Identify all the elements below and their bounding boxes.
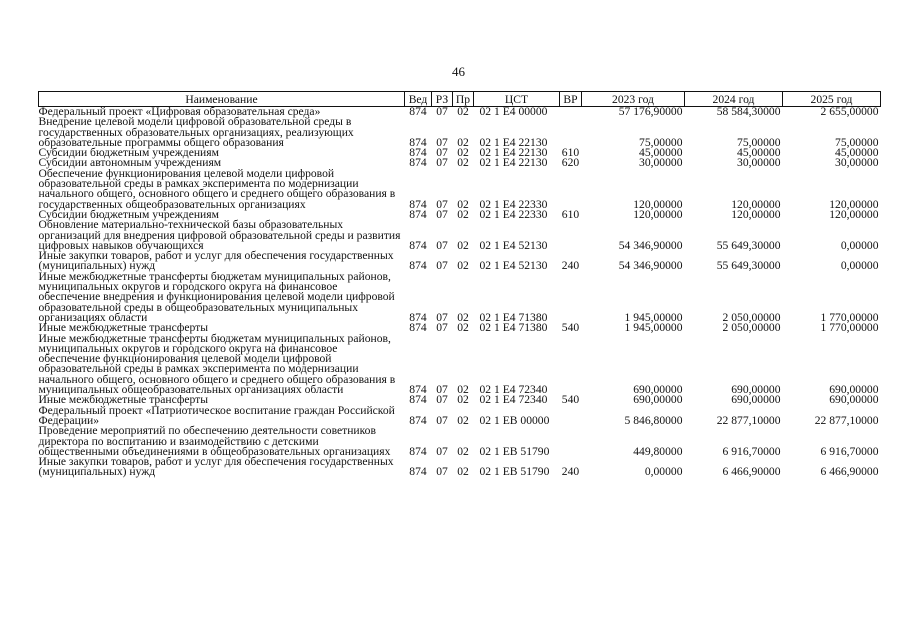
cell-y2023: 1 945,00000 (624, 310, 683, 324)
cell-cst: 02 1 Е4 72340 (479, 393, 548, 407)
header-vr: ВР (560, 92, 582, 107)
cell-rz: 07 (436, 383, 448, 397)
cell-name: Иные межбюджетные трансферты бюджетам муниципальных районов, муниципальных округов и городского округа на финансовое обеспечение внедрения и функционирования целевой модели цифровой образовательной среды в общеобразовательных муниципальных организациях области (38, 269, 395, 324)
cell-cst: 02 1 ЕВ 51790 (479, 465, 550, 479)
cell-name: Внедрение целевой модели цифровой образовательной среды в государственных образовательных организациях, реализующих образовательные программы общего образования (38, 115, 354, 149)
cell-pr: 02 (457, 105, 469, 118)
cell-y2023: 54 346,90000 (618, 238, 683, 252)
cell-y2025: 6 466,90000 (820, 465, 879, 479)
cell-y2024: 45,00000 (737, 146, 781, 160)
table-row (39, 426, 881, 457)
cell-ved: 874 (409, 259, 427, 273)
table-row (39, 406, 881, 427)
cell-ved: 874 (409, 238, 427, 252)
cell-pr: 02 (457, 413, 469, 427)
cell-y2023: 45,00000 (639, 146, 683, 160)
cell-name: Иные закупки товаров, работ и услуг для обеспечения государственных (муниципальных) нужд (38, 249, 394, 273)
cell-y2023: 5 846,80000 (624, 413, 683, 427)
cell-rz: 07 (436, 105, 448, 118)
cell-ved: 874 (409, 444, 427, 458)
cell-y2024: 58 584,30000 (716, 105, 781, 118)
cell-y2023: 30,00000 (639, 156, 683, 170)
cell-vr: 610 (561, 207, 580, 221)
cell-y2023: 690,00000 (633, 383, 683, 397)
cell-name: Иные межбюджетные трансферты (38, 321, 209, 335)
cell-y2025: 0,00000 (840, 238, 879, 252)
cell-vr (560, 220, 582, 251)
cell-name: Иные закупки товаров, работ и услуг для обеспечения государственных (муниципальных) нужд (38, 455, 394, 479)
cell-rz: 07 (436, 413, 448, 427)
cell-y2025: 120,00000 (829, 207, 879, 221)
page-number: 46 (452, 64, 465, 79)
table-row (39, 272, 881, 323)
cell-pr: 02 (457, 444, 469, 458)
cell-pr: 02 (457, 197, 469, 211)
cell-y2023: 75,00000 (639, 135, 683, 149)
cell-rz: 07 (436, 465, 448, 479)
cell-y2024: 120,00000 (731, 207, 781, 221)
cell-rz: 07 (436, 444, 448, 458)
header-rz: РЗ (432, 92, 453, 107)
cell-y2023: 0,00000 (644, 465, 683, 479)
cell-y2024: 690,00000 (731, 393, 781, 407)
cell-y2025: 1 770,00000 (820, 310, 879, 324)
cell-cst: 02 1 Е4 00000 (479, 105, 548, 118)
cell-cst: 02 1 Е4 22330 (479, 207, 548, 221)
cell-name: Иные межбюджетные трансферты (38, 393, 209, 407)
cell-y2024: 55 649,30000 (716, 238, 781, 252)
cell-vr: 240 (561, 259, 580, 273)
table-row (39, 117, 881, 148)
table-row (39, 334, 881, 396)
cell-ved: 874 (409, 383, 427, 397)
cell-rz: 07 (436, 321, 448, 335)
cell-cst: 02 1 ЕВ 00000 (479, 413, 550, 427)
cell-y2025: 6 916,70000 (820, 444, 879, 458)
cell-pr: 02 (457, 135, 469, 149)
cell-name: Иные межбюджетные трансферты бюджетам муниципальных районов, муниципальных округов и городского округа на финансовое обеспечение функционирования целевой модели цифровой образовательной среды в рамках эксперимента по модернизации начального общего, основного общего и среднего общего образования в муниципальных общеобразовательных организациях области (38, 331, 396, 397)
cell-y2025: 45,00000 (835, 146, 879, 160)
table-body (39, 107, 881, 478)
cell-y2024: 6 466,90000 (722, 465, 781, 479)
cell-vr: 540 (561, 393, 580, 407)
cell-vr (560, 169, 582, 210)
cell-cst: 02 1 Е4 52130 (479, 238, 548, 252)
cell-ved: 874 (409, 156, 427, 170)
cell-vr: 240 (561, 465, 580, 479)
cell-rz: 07 (436, 146, 448, 160)
cell-name: Субсидии автономным учреждениям (38, 156, 222, 170)
cell-name: Федеральный проект «Цифровая образовательная среда» (38, 105, 321, 118)
cell-cst: 02 1 Е4 72340 (479, 383, 548, 397)
cell-rz: 07 (436, 310, 448, 324)
cell-ved: 874 (409, 310, 427, 324)
cell-y2024: 2 050,00000 (722, 310, 781, 324)
cell-cst: 02 1 Е4 52130 (479, 259, 548, 273)
cell-y2025: 30,00000 (835, 156, 879, 170)
table-row (39, 220, 881, 251)
cell-name: Субсидии бюджетным учреждениям (38, 146, 219, 160)
cell-rz: 07 (436, 259, 448, 273)
cell-y2024: 690,00000 (731, 383, 781, 397)
cell-rz: 07 (436, 197, 448, 211)
cell-name: Обновление материально-технической базы образовательных организаций для внедрения цифровой образовательной среды и развития цифровых навыков обучающихся (38, 218, 401, 252)
cell-y2023: 1 945,00000 (624, 321, 683, 335)
cell-pr: 02 (457, 156, 469, 170)
cell-ved: 874 (409, 393, 427, 407)
cell-cst: 02 1 Е4 22330 (479, 197, 548, 211)
cell-name: Субсидии бюджетным учреждениям (38, 207, 219, 221)
cell-y2025: 0,00000 (840, 259, 879, 273)
table-row (39, 251, 881, 272)
cell-y2024: 30,00000 (737, 156, 781, 170)
header-ved: Вед (405, 92, 432, 107)
cell-y2025: 120,00000 (829, 197, 879, 211)
header-cst: ЦСТ (474, 92, 560, 107)
cell-vr (560, 272, 582, 323)
cell-pr: 02 (457, 465, 469, 479)
cell-vr: 540 (561, 321, 580, 335)
cell-rz: 07 (436, 135, 448, 149)
cell-pr: 02 (457, 259, 469, 273)
cell-y2024: 22 877,10000 (716, 413, 781, 427)
cell-pr: 02 (457, 383, 469, 397)
cell-pr: 02 (457, 238, 469, 252)
cell-ved: 874 (409, 321, 427, 335)
header-2024: 2024 год (685, 92, 783, 107)
cell-y2025: 690,00000 (829, 393, 879, 407)
cell-y2023: 54 346,90000 (618, 259, 683, 273)
cell-cst: 02 1 Е4 22130 (479, 156, 548, 170)
cell-y2025: 75,00000 (835, 135, 879, 149)
cell-y2025: 1 770,00000 (820, 321, 879, 335)
cell-y2024: 55 649,30000 (716, 259, 781, 273)
cell-vr (560, 107, 582, 118)
cell-ved: 874 (409, 105, 427, 118)
cell-cst: 02 1 ЕВ 51790 (479, 444, 550, 458)
cell-rz: 07 (436, 207, 448, 221)
cell-y2024: 6 916,70000 (722, 444, 781, 458)
header-2025: 2025 год (783, 92, 881, 107)
cell-ved: 874 (409, 146, 427, 160)
cell-y2023: 120,00000 (633, 207, 683, 221)
cell-vr (560, 426, 582, 457)
header-2023: 2023 год (582, 92, 685, 107)
cell-ved: 874 (409, 207, 427, 221)
cell-cst: 02 1 Е4 22130 (479, 146, 548, 160)
budget-table (38, 91, 881, 478)
cell-y2025: 690,00000 (829, 383, 879, 397)
cell-y2023: 120,00000 (633, 197, 683, 211)
header-name: Наименование (39, 92, 405, 107)
table-row (39, 169, 881, 210)
table-row (39, 457, 881, 478)
header-pr: Пр (453, 92, 474, 107)
cell-ved: 874 (409, 135, 427, 149)
cell-y2025: 22 877,10000 (814, 413, 879, 427)
cell-vr: 610 (561, 146, 580, 160)
cell-name: Обеспечение функционирования целевой модели цифровой образовательной среды в рамках эксперимента по модернизации начального общего, основного общего и среднего общего образования в государственных общеобразовательных организациях (38, 166, 396, 211)
cell-name: Проведение мероприятий по обеспечению деятельности советников директора по воспитанию и взаимодействию с детскими общественными объединениями в общеобразовательных организациях (38, 424, 391, 458)
cell-pr: 02 (457, 310, 469, 324)
cell-y2023: 57 176,90000 (618, 105, 683, 118)
cell-y2024: 2 050,00000 (722, 321, 781, 335)
cell-cst: 02 1 Е4 71380 (479, 310, 548, 324)
cell-cst: 02 1 Е4 22130 (479, 135, 548, 149)
cell-y2024: 120,00000 (731, 197, 781, 211)
cell-pr: 02 (457, 207, 469, 221)
cell-pr: 02 (457, 393, 469, 407)
cell-y2024: 75,00000 (737, 135, 781, 149)
cell-vr (560, 406, 582, 427)
cell-ved: 874 (409, 465, 427, 479)
cell-rz: 07 (436, 393, 448, 407)
cell-y2023: 690,00000 (633, 393, 683, 407)
cell-pr: 02 (457, 146, 469, 160)
cell-pr: 02 (457, 321, 469, 335)
cell-y2023: 449,80000 (633, 444, 683, 458)
cell-name: Федеральный проект «Патриотическое воспитание граждан Российской Федерации» (38, 403, 395, 427)
cell-y2025: 2 655,00000 (820, 105, 879, 118)
cell-cst: 02 1 Е4 71380 (479, 321, 548, 335)
cell-rz: 07 (436, 238, 448, 252)
cell-rz: 07 (436, 156, 448, 170)
cell-vr (560, 117, 582, 148)
cell-vr (560, 334, 582, 396)
cell-ved: 874 (409, 197, 427, 211)
cell-vr: 620 (561, 156, 580, 170)
cell-ved: 874 (409, 413, 427, 427)
